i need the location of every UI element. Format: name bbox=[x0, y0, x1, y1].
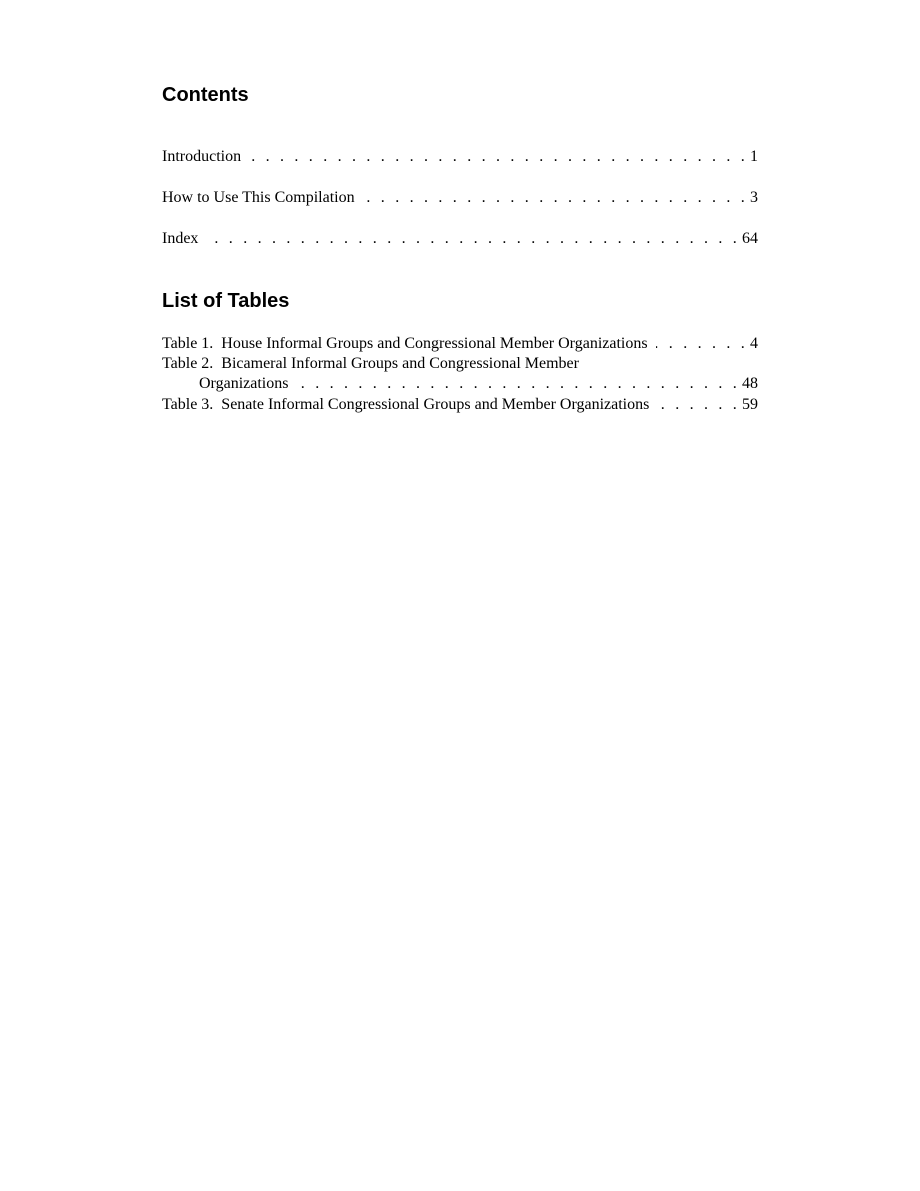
leader-dots bbox=[206, 229, 740, 249]
toc-entry-title: Index bbox=[162, 230, 199, 247]
table-entry-2-line1[interactable] bbox=[162, 354, 579, 374]
toc-entry-page: 64 bbox=[742, 230, 758, 247]
toc-entry-page: 3 bbox=[750, 189, 758, 206]
toc-entry-introduction[interactable] bbox=[162, 147, 758, 167]
contents-heading: Contents bbox=[162, 84, 249, 106]
table-entry-title: Table 2. Bicameral Informal Groups and Congressional Member bbox=[162, 355, 579, 372]
list-of-tables-heading: List of Tables bbox=[162, 290, 290, 312]
table-entry-page: 4 bbox=[750, 335, 758, 352]
leader-dots bbox=[657, 395, 740, 415]
toc-entry-title: How to Use This Compilation bbox=[162, 189, 355, 206]
toc-entry-page: 1 bbox=[750, 148, 758, 165]
toc-entry-index[interactable] bbox=[162, 229, 758, 249]
toc-entry-how-to-use[interactable] bbox=[162, 188, 758, 208]
table-entry-3[interactable] bbox=[162, 395, 758, 415]
toc-entry-title: Introduction bbox=[162, 148, 242, 165]
table-entry-page: 48 bbox=[742, 375, 758, 392]
table-entry-2-line2[interactable] bbox=[162, 374, 758, 394]
leader-dots bbox=[363, 188, 748, 208]
leader-dots bbox=[249, 147, 748, 167]
table-entry-1[interactable] bbox=[162, 334, 758, 354]
leader-dots bbox=[656, 334, 748, 354]
table-entry-title-continued: Organizations bbox=[199, 375, 289, 392]
table-entry-title: Table 3. Senate Informal Congressional Groups and Member Organizations bbox=[162, 396, 650, 413]
table-entry-title: Table 1. House Informal Groups and Congressional Member Organizations bbox=[162, 335, 648, 352]
leader-dots bbox=[296, 374, 740, 394]
table-entry-page: 59 bbox=[742, 396, 758, 413]
